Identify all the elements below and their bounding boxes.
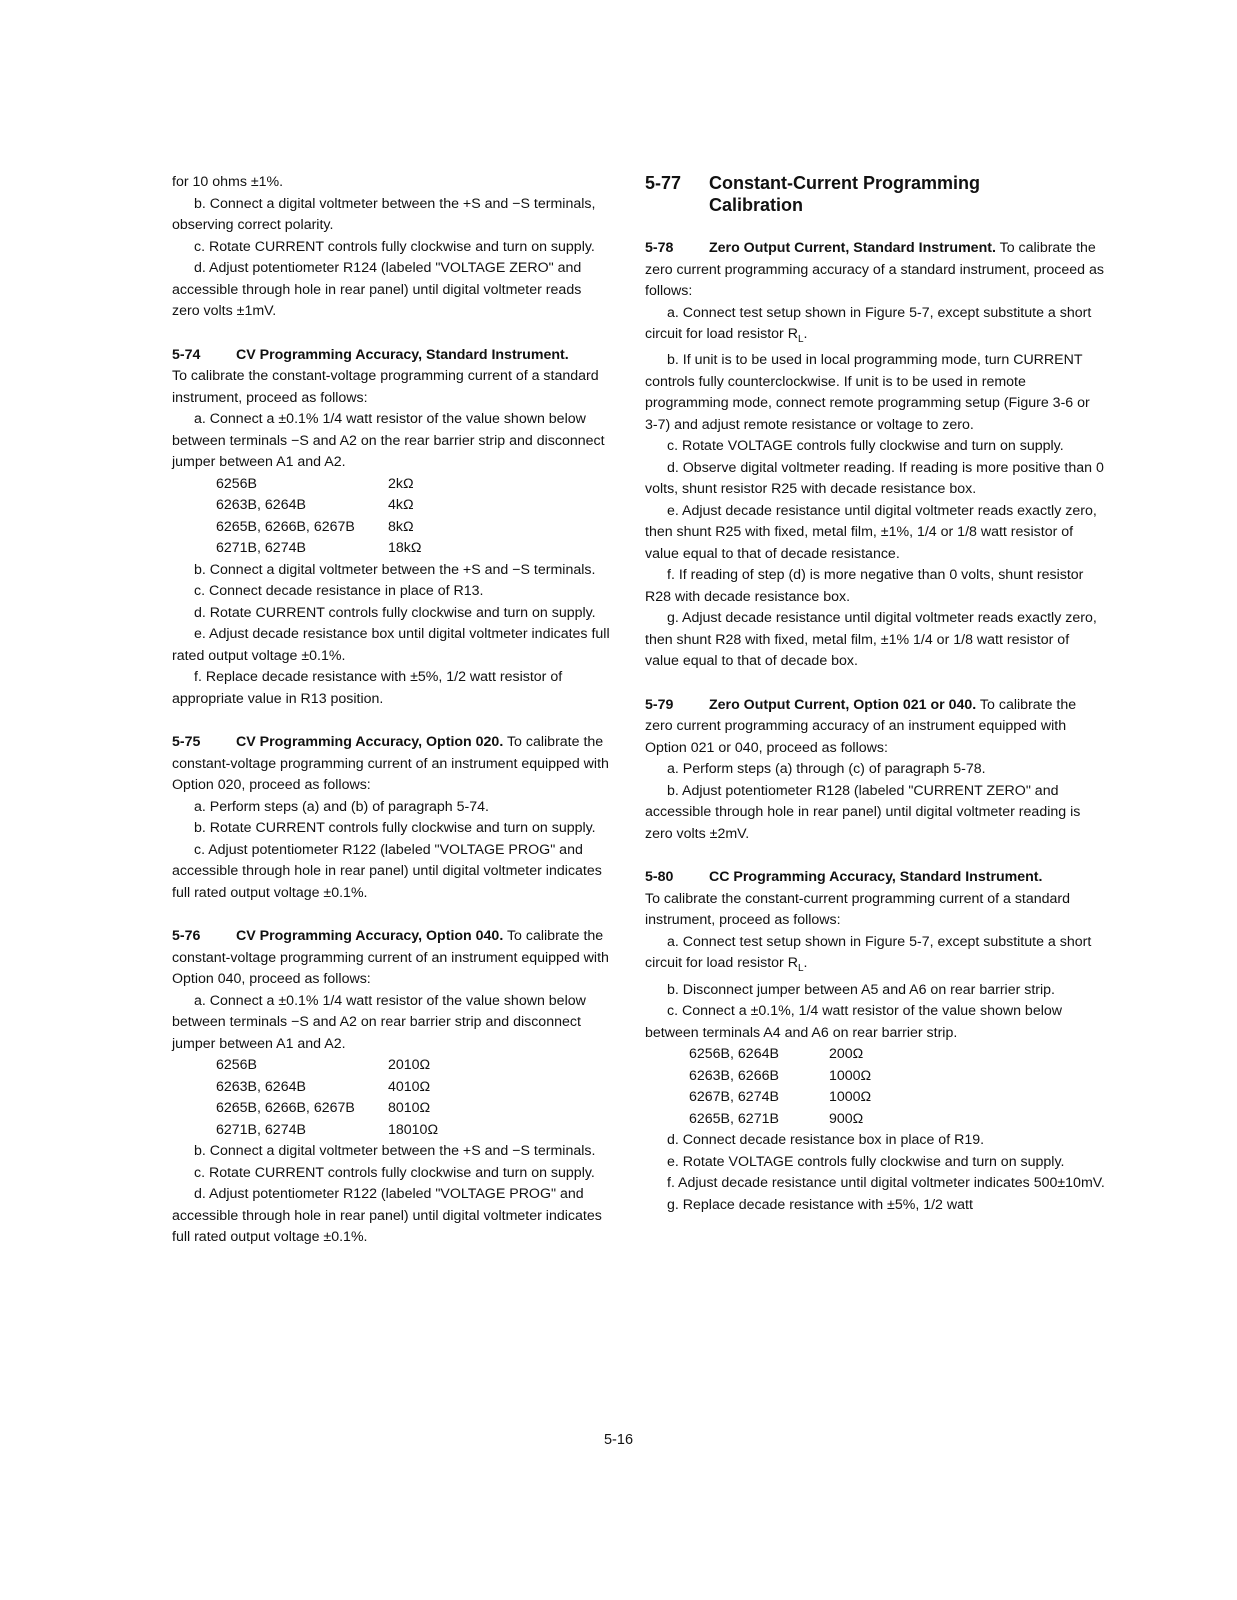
section-number: 5-76	[172, 928, 201, 944]
section-5-80	[645, 867, 1105, 1216]
step-a: a. Perform steps (a) and (b) of paragraph 5-74.	[194, 798, 489, 815]
intro-line: for 10 ohms ±1%.	[172, 174, 284, 190]
step-a: a. Connect a ±0.1% 1/4 watt resistor of the value shown below between terminals −S and A2 on the rear barrier strip and disconnect jumper between A1 and A2.	[172, 411, 605, 470]
table-row: 6256B, 6264B 200Ω	[689, 1046, 864, 1063]
table-row: 6263B, 6264B 4010Ω	[216, 1078, 431, 1095]
section-number: 5-75	[172, 734, 201, 750]
section-lead: To calibrate the zero current programming accuracy of a standard instrument, proceed as follows:	[645, 240, 1104, 299]
section-title: Constant-Current Programming Calibration	[709, 173, 981, 215]
section-lead: To calibrate the zero current programming accuracy of an instrument equipped with Option 021 or 040, proceed as follows:	[645, 696, 1077, 756]
step-c: c. Connect decade resistance in place of R13.	[194, 583, 484, 599]
section-heading	[172, 732, 612, 797]
section-number: 5-80	[645, 869, 674, 886]
section-title: Zero Output Current, Standard Instrument.	[709, 240, 996, 256]
step-e: e. Adjust decade resistance until digital voltmeter reads exactly zero, then shunt R25 with fixed, metal film, ±1%, 1/4 or 1/8 watt resistor of value equal to that of decade resistance.	[645, 502, 1097, 562]
step-c: c. Connect a ±0.1%, 1/4 watt resistor of the value shown below between terminals A4 and A6 on rear barrier strip.	[645, 1003, 1062, 1041]
step-f: f. Adjust decade resistance until digital voltmeter indicates 500±10mV.	[667, 1175, 1105, 1192]
table-row: 6265B, 6271B 900Ω	[689, 1110, 864, 1127]
step-b: b. Connect a digital voltmeter between the +S and −S terminals.	[194, 1143, 596, 1159]
step-d: d. Rotate CURRENT controls fully clockwise and turn on supply.	[194, 604, 596, 621]
table-row: 6256B 2kΩ	[216, 475, 414, 492]
page-number: 5-16	[603, 1432, 634, 1448]
section-heading	[172, 926, 612, 991]
section-heading	[645, 867, 1105, 889]
step-g: g. Replace decade resistance with ±5%, 1/2 watt	[667, 1196, 973, 1213]
resistor-value-table	[216, 1055, 438, 1141]
step-f: f. Replace decade resistance with ±5%, 1/2 watt resistor of appropriate value in R13 position.	[172, 669, 563, 707]
intro-step-c: c. Rotate CURRENT controls fully clockwise and turn on supply.	[194, 238, 595, 255]
section-number: 5-79	[645, 696, 674, 713]
section-lead: To calibrate the constant-voltage programming current of an instrument equipped with Option 040, proceed as follows:	[172, 928, 609, 987]
section-title: Zero Output Current, Option 021 or 040.	[709, 696, 977, 713]
step-e: e. Adjust decade resistance box until digital voltmeter indicates full rated output voltage ±0.1%.	[172, 626, 610, 664]
step-g: g. Adjust decade resistance until digital voltmeter reads exactly zero, then shunt R28 with fixed, metal film, ±1% 1/4 or 1/8 watt resistor of value equal to that of decade box.	[645, 610, 1097, 670]
table-row: 6263B, 6264B 4kΩ	[216, 497, 414, 513]
intro-step-d: d. Adjust potentiometer R124 (labeled "VOLTAGE ZERO" and accessible through hole in rear panel) until digital voltmeter reads zero volts ±1mV.	[172, 260, 582, 319]
section-lead: To calibrate the constant-voltage programming current of a standard instrument, proceed as follows:	[172, 368, 599, 406]
section-title: CV Programming Accuracy, Standard Instrument.	[236, 346, 569, 363]
step-f: f. If reading of step (d) is more negative than 0 volts, shunt resistor R28 with decade resistance box.	[645, 567, 1084, 605]
intro-step-b: b. Connect a digital voltmeter between the +S and −S terminals, observing correct polarity.	[172, 195, 596, 233]
step-d: d. Adjust potentiometer R122 (labeled "VOLTAGE PROG" and accessible through hole in rear panel) until digital voltmeter indicates full rated output voltage ±0.1%.	[172, 1186, 602, 1245]
left-column	[172, 172, 612, 1249]
table-row: 6256B 2010Ω	[216, 1057, 431, 1073]
section-5-78	[645, 238, 1105, 673]
step-e: e. Rotate VOLTAGE controls fully clockwise and turn on supply.	[667, 1153, 1065, 1170]
section-heading	[172, 345, 612, 367]
step-c: c. Adjust potentiometer R122 (labeled "VOLTAGE PROG" and accessible through hole in rear panel) until digital voltmeter indicates full rated output voltage ±0.1%.	[172, 841, 602, 901]
step-b: b. Adjust potentiometer R128 (labeled "CURRENT ZERO" and accessible through hole in rear panel) until digital voltmeter reading is zero volts ±2mV.	[645, 782, 1081, 842]
section-number: 5-78	[645, 240, 674, 256]
table-row: 6263B, 6266B 1000Ω	[689, 1067, 872, 1084]
section-lead: To calibrate the constant-voltage programming current of an instrument equipped with Option 020, proceed as follows:	[172, 734, 609, 793]
section-title: CV Programming Accuracy, Option 020.	[236, 734, 504, 750]
step-a: a. Connect test setup shown in Figure 5-7, except substitute a short circuit for load resistor $R_L$.	[645, 933, 1092, 975]
step-a: a. Connect a ±0.1% 1/4 watt resistor of the value shown below between terminals −S and A2 on rear barrier strip and disconnect jumper between A1 and A2.	[172, 992, 586, 1052]
section-lead: To calibrate the constant-current programming current of a standard instrument, proceed as follows:	[645, 890, 1071, 929]
table-row: 6271B, 6274B 18kΩ	[216, 540, 422, 556]
right-column	[645, 172, 1105, 1216]
section-heading	[645, 238, 1105, 303]
section-5-76	[172, 926, 612, 1249]
step-c: c. Rotate VOLTAGE controls fully clockwise and turn on supply.	[667, 438, 1064, 455]
section-heading	[645, 695, 1105, 760]
table-row: 6267B, 6274B 1000Ω	[689, 1089, 872, 1106]
section-number: 5-74	[172, 346, 201, 363]
section-title: CC Programming Accuracy, Standard Instrument.	[709, 869, 1043, 886]
resistor-value-table	[216, 474, 421, 560]
section-title: CV Programming Accuracy, Option 040.	[236, 928, 504, 944]
section-5-79	[645, 695, 1105, 846]
step-b: b. Connect a digital voltmeter between the +S and −S terminals.	[194, 561, 596, 578]
section-5-75	[172, 732, 612, 904]
step-c: c. Rotate CURRENT controls fully clockwise and turn on supply.	[194, 1164, 595, 1181]
step-b: b. Disconnect jumper between A5 and A6 on rear barrier strip.	[667, 981, 1056, 998]
step-b: b. If unit is to be used in local programming mode, turn CURRENT controls fully counterclockwise. If unit is to be used in remote programming mode, connect remote programming setup (Figure 3-6 or 3-7) and adjust remote resistance or voltage to zero.	[645, 352, 1090, 433]
step-a: a. Connect test setup shown in Figure 5-7, except substitute a short circuit for load resistor $R_L$.	[645, 304, 1092, 345]
section-5-74	[172, 345, 612, 711]
step-d: d. Connect decade resistance box in place of R19.	[667, 1132, 985, 1149]
step-b: b. Rotate CURRENT controls fully clockwise and turn on supply.	[194, 820, 596, 836]
resistor-value-table	[689, 1044, 871, 1130]
table-row: 6265B, 6266B, 6267B 8010Ω	[216, 1100, 431, 1116]
table-row: 6265B, 6266B, 6267B 8kΩ	[216, 518, 414, 535]
step-d: d. Observe digital voltmeter reading. If reading is more positive than 0 volts, shunt resistor R25 with decade resistance box.	[645, 459, 1104, 498]
section-5-77-heading	[645, 172, 1105, 216]
table-row: 6271B, 6274B 18010Ω	[216, 1121, 439, 1138]
section-number: 5-77	[645, 173, 682, 193]
step-a: a. Perform steps (a) through (c) of paragraph 5-78.	[667, 761, 986, 778]
